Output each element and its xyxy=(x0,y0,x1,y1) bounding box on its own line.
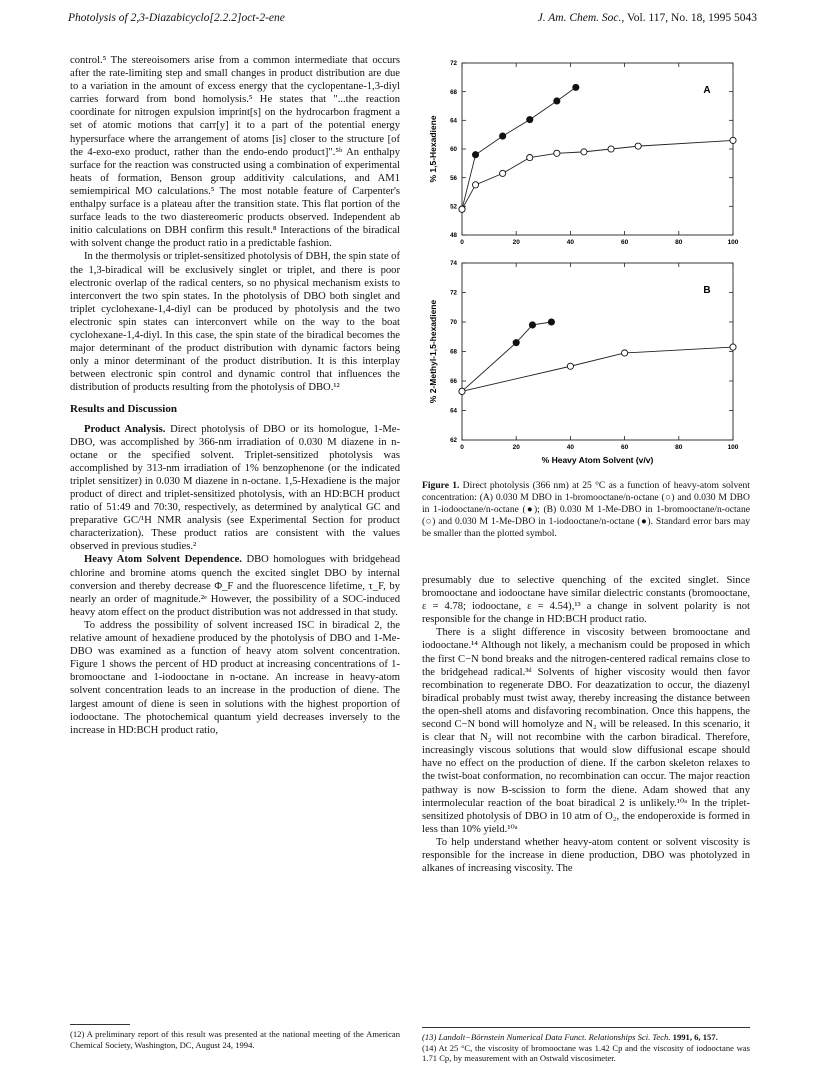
footnote-rule xyxy=(422,1027,750,1028)
figure-1 xyxy=(405,0,765,476)
paragraph-text: DBO homologues with bridgehead chlorine and bromine atoms quench the excited singlet DBO by internal conversion and thereby decrease Φ_F and the fluorescence lifetime, τ_F, by nearly an order of magnitude.²ᵉ However, the possibility of a SOC-induced heavy atom effect on the product distribution was not addressed in that study. xyxy=(70,554,400,618)
data-point xyxy=(622,350,628,356)
footnote-rule xyxy=(70,1024,130,1025)
series-line xyxy=(462,87,576,209)
x-tick-label: 20 xyxy=(512,444,520,451)
paragraph: In the thermolysis or triplet-sensitized photolysis of DBH, the spin state of the 1,3-biradical will be exclusively singlet or triplet, and there is poor electronic overlap of the radical centers, so no physical mechanism exists to interconvert the two spin states. In the photolysis of DBO both singlet and triplet cyclohexane-1,4-diyl can be produced by photolysis and the two electronic spin states can interconvert while on the way to the boat cyclohexane-1,4-diyl. In this case, the spin state of the biradical becomes the major determinant of the product distribution with dynamic factors being only a minor determinant of the product distribution. It is this interplay between electronic spin control and dynamic control that influences the distribution of products resulting from the photolysis of DBO.¹² xyxy=(70,251,401,394)
footnote-13-source: (13) Landolt−Börnstein Numerical Data Funct. Relationships Sci. Tech. xyxy=(422,1032,671,1042)
run-in-heading: Heavy Atom Solvent Dependence. xyxy=(84,554,242,566)
footnote-14: (14) At 25 °C, the viscosity of bromooctane was 1.42 Cp and the viscosity of iodooctane was 1.71 Cp, by measurement with an Ostwald viscosimeter. xyxy=(422,1042,750,1064)
data-point xyxy=(500,133,506,139)
figure-caption-text: Direct photolysis (366 nm) at 25 °C as a function of heavy-atom solvent concentration: (A) 0.030 M DBO in 1-bromooctane/n-octane (○) and 0.030 M DBO in 1-iodooctane/n-octane (●); (B) 0.030 M 1-Me-DBO in 1-bromooctane/n-octane (○) and 0.030 M 1-Me-DBO in 1-iodooctane/n-octane (●). Standard error bars may be smaller than the plotted symbol. xyxy=(422,480,750,539)
data-point xyxy=(608,146,614,152)
plot-frame xyxy=(462,263,733,440)
y-tick-label: 72 xyxy=(450,289,457,297)
paragraph-text: Direct photolysis of DBO or its homologue, 1-Me-DBO, was accomplished by 366-nm irradiation of 0.030 M diazene in n-octane or the specified solvent. Triplet-sensitized photolysis was accomplished by 313-nm irradiation of 1% benzophenone (or the indicated triplet sensitizer) in 0.030 M diazene in n-octane. 1,5-Hexadiene is the major product of direct and triplet-sensitized photolysis, with an HD:BCH product ratio of 51:49 and 70:30, respectively, as determined by analytical GC and preparative GC/¹H NMR analysis (see Experimental Section for product characterization). These product ratios are consistent with the values observed in previous studies.² xyxy=(70,423,401,553)
data-point xyxy=(554,98,560,104)
x-tick-label: 80 xyxy=(675,444,683,451)
data-point xyxy=(548,319,554,325)
paragraph: To address the possibility of solvent increased ISC in biradical 2, the relative amount of hexadiene produced by the photolysis of DBO and 1-Me-DBO was examined as a function of heavy atom solvent concentration. Figure 1 shows the percent of HD product at increasing concentrations of 1-bromooctane and 1-iodooctane in n-octane. An increase in heavy-atom solvent concentration leads to an increase in the production of diene. The largest amount of diene is seen in solutions with the highest proportion of iodooctane. The photochemical quantum yield decreases inversely to the increase in HD:BCH product ratio, xyxy=(70,619,400,736)
x-axis-label: % Heavy Atom Solvent (v/v) xyxy=(541,455,654,465)
data-point xyxy=(635,143,641,149)
running-header-title: Photolysis of 2,3-Diazabicyclo[2.2.2]oct-2-ene xyxy=(68,12,285,24)
x-tick-label: 100 xyxy=(727,239,739,246)
y-axis-label: % 1,5-Hexadiene xyxy=(428,115,438,183)
data-point xyxy=(567,363,573,369)
y-tick-label: 52 xyxy=(450,203,457,211)
left-column xyxy=(70,54,400,737)
footnotes-right xyxy=(422,1032,750,1064)
paragraph: presumably due to selective quenching of the excited singlet. Since bromooctane and iodooctane have similar dielectric constants (bromooctane, ε = 4.78; iodooctane, ε = 4.54),¹³ a change in solvent polarity is not responsible for the change in HD:BCH product ratio. xyxy=(422,575,750,626)
section-heading: Results and Discussion xyxy=(70,403,177,416)
data-point xyxy=(459,206,465,212)
y-tick-label: 62 xyxy=(450,437,457,445)
data-point xyxy=(527,155,533,161)
plot-frame xyxy=(462,63,733,235)
run-in-heading: Product Analysis. xyxy=(84,423,166,435)
page-number: 5043 xyxy=(734,12,757,24)
footnote-12: (12) A preliminary report of this result was presented at the national meeting of the American Chemical Society, Washington, DC, August 24, 1994. xyxy=(70,1029,400,1050)
footnote-13 xyxy=(422,1032,750,1043)
x-tick-label: 40 xyxy=(566,444,575,451)
y-tick-label: 64 xyxy=(450,117,457,125)
data-point xyxy=(472,152,478,158)
y-tick-label: 56 xyxy=(450,174,457,182)
journal-name: J. Am. Chem. Soc., xyxy=(537,12,625,24)
x-tick-label: 20 xyxy=(512,239,520,246)
x-tick-label: 40 xyxy=(566,239,575,246)
data-point xyxy=(527,117,533,123)
data-point xyxy=(459,388,465,394)
y-tick-label: 64 xyxy=(450,407,457,415)
y-tick-label: 60 xyxy=(450,146,457,154)
y-tick-label: 68 xyxy=(450,88,457,96)
x-tick-label: 0 xyxy=(460,239,464,246)
x-tick-label: 100 xyxy=(727,444,739,451)
data-point xyxy=(581,149,587,155)
chart-panel-a xyxy=(428,60,739,246)
data-point xyxy=(472,182,478,188)
y-tick-label: 70 xyxy=(450,319,457,327)
panel-label: B xyxy=(703,285,711,296)
y-tick-label: 68 xyxy=(450,348,457,356)
paragraph: There is a slight difference in viscosity between bromooctane and iodooctane.¹⁴ Although not likely, a mechanism could be proposed in which the first C−N bond breaks and the nitrogen-centered radical remains close to the bridgehead radical.³ᵈ Solvents of higher viscosity would then favor recombination to regenerate DBO. For deazatization to occur, the diazenyl biradical probably must twist away, thereby increasing the distance between the open-shell atoms and disfavoring recombination. Once this happens, the second C−N bond will homolyze and N₂ will be released. In this scenario, it is clear that N₂ will not recombine with the carbon biradical. Therefore, increasingly viscous solutions that would slow diffusional escape should have no effect on the production of diene. If the carbon skeleton relaxes to the twist-boat conformation, no recombination can occur. The major reaction pathway is now B-scission to form the diene. Adam showed that any intermolecular reaction of the boat biradical 2 is unlikely.¹⁰ᵃ In the triplet-sensitized photolysis of DBO in 10 atm of O₂, the endoperoxide is formed in less than 10% yield.¹⁰ᵃ xyxy=(422,627,750,835)
journal-volume: Vol. 117, No. 18, 1995 xyxy=(626,12,732,24)
x-tick-label: 0 xyxy=(460,444,464,451)
y-tick-label: 72 xyxy=(450,60,457,68)
paragraph: To help understand whether heavy-atom content or solvent viscosity is responsible for the increase in diene production, DBO was photolyzed in alkanes of increasing viscosity. The xyxy=(422,836,750,875)
figure-caption xyxy=(422,480,750,540)
x-tick-label: 60 xyxy=(620,239,629,246)
chart-panel-b xyxy=(428,260,739,465)
y-tick-label: 66 xyxy=(450,378,457,386)
series-line xyxy=(462,347,733,391)
data-point xyxy=(730,344,736,350)
panel-label: A xyxy=(703,85,711,96)
right-column xyxy=(422,574,750,875)
data-point xyxy=(513,340,519,346)
paragraph xyxy=(70,423,400,554)
data-point xyxy=(730,137,736,143)
paragraph: control.⁵ The stereoisomers arise from a common intermediate that occurs after the rate-limiting step and small changes in product distribution are due to a variation in the amount of excess energy that the cyclopentane-1,3-diyl carries forward from bond homolysis.⁵ He states that "...the reaction coordinate for nitrogen expulsion imprint[s] on the hydrocarbon fragment a set of atomic motions that carr[y] it to a part of the potential energy hypersurface where the arrangement of atoms [is] closer to the structure [of the 4-exo-exo product, rather than the endo-endo product]".⁵ᵇ An enthalpy surface for the reaction was constructed using a combination of experimental heats of formation, Benson group additivity calculations, and AM1 semiempirical MO calculations.⁵ The most notable feature of Carpenter's enthalpy surface is a plateau after the transition state. This flat portion of the surface leads to the two diastereomeric products observed. Independent ab initio calculations on DBH confirm this result.⁸ Interactions of the biradical with solvent change the product ratio in a predictable fashion. xyxy=(70,55,400,250)
paragraph xyxy=(70,553,400,618)
y-axis-label: % 2-Methyl-1,5-hexadiene xyxy=(428,299,438,404)
x-tick-label: 80 xyxy=(675,239,683,246)
figure-caption-label: Figure 1. xyxy=(422,480,460,491)
x-tick-label: 60 xyxy=(620,444,629,451)
data-point xyxy=(554,150,560,156)
data-point xyxy=(529,322,535,328)
y-tick-label: 48 xyxy=(450,232,457,240)
data-point xyxy=(500,170,506,176)
footnote-13-year: 1991, 6, 157. xyxy=(672,1032,718,1042)
y-tick-label: 74 xyxy=(450,260,457,268)
data-point xyxy=(573,84,579,90)
